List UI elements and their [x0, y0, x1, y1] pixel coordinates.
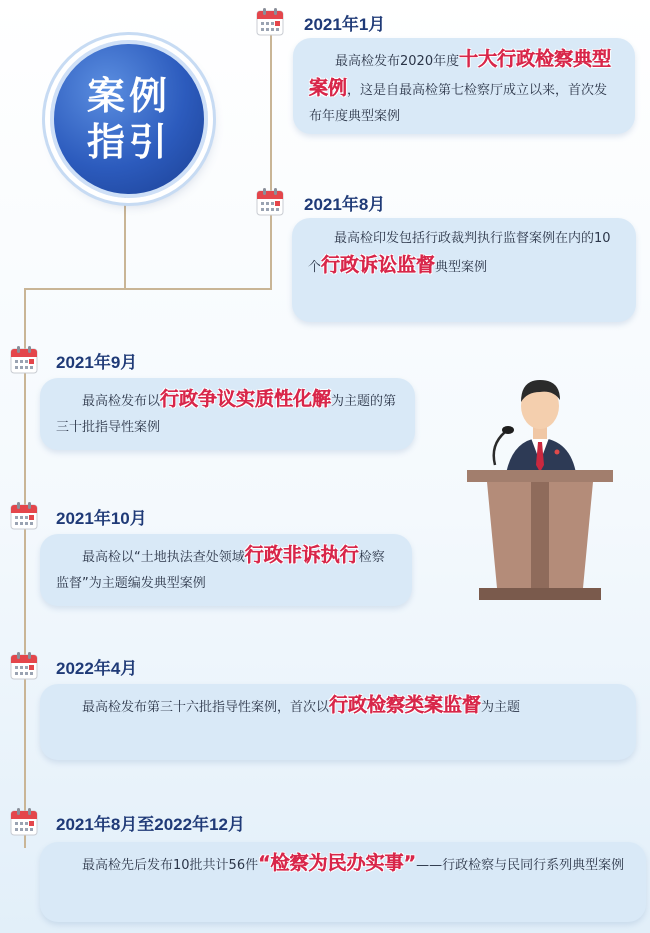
- calendar-icon: [256, 188, 284, 216]
- event-highlight: “检察为民办实事”: [258, 852, 417, 874]
- event-highlight: 行政诉讼监督: [321, 254, 436, 276]
- event-text: 典型案例: [435, 260, 488, 275]
- badge-line-1: 案例: [86, 74, 171, 118]
- speaker-podium-illustration: [465, 370, 615, 605]
- timeline-upper-line: [270, 25, 272, 290]
- event-card: [40, 534, 412, 606]
- event-date: 2021年9月: [56, 353, 138, 372]
- event-text: 最高检先后发布10批共计56件: [82, 858, 259, 873]
- event-text: 为主题的第三十批指导性案例: [56, 394, 397, 435]
- event-text: 最高检印发包括行政裁判执行监督案例在内的10个: [308, 231, 611, 275]
- event-text: 检察监督”为主题编发典型案例: [56, 550, 385, 591]
- event-text: 最高检发布2020年度: [335, 54, 460, 69]
- event-highlight: 行政争议实质性化解: [160, 388, 332, 410]
- event-card: [292, 218, 636, 322]
- calendar-icon: [10, 808, 38, 836]
- event-highlight: 十大行政检察典型案例: [309, 48, 612, 99]
- calendar-icon: [10, 652, 38, 680]
- timeline-horizontal-connector: [24, 288, 272, 290]
- event-date: 2021年8月至2022年12月: [56, 815, 246, 834]
- calendar-icon: [256, 8, 284, 36]
- event-text: 最高检以“土地执法查处领域: [82, 550, 245, 565]
- event-card: [40, 842, 646, 922]
- calendar-icon: [10, 502, 38, 530]
- event-card: [40, 684, 636, 760]
- event-date: 2021年8月: [304, 195, 386, 214]
- event-text: ，这是自最高检第七检察厅成立以来，首次发布年度典型案例: [309, 83, 608, 124]
- event-text: ——行政检察与民同行系列典型案例: [416, 858, 625, 873]
- event-highlight: 行政非诉执行: [244, 544, 359, 566]
- event-highlight: 行政检察类案监督: [329, 694, 482, 716]
- calendar-icon: [10, 346, 38, 374]
- event-card: [293, 38, 635, 134]
- badge-line-2: 指引: [86, 120, 171, 164]
- event-text: 为主题: [481, 700, 521, 715]
- case-guide-badge: [50, 40, 208, 198]
- timeline-badge-connector: [124, 190, 126, 290]
- event-date: 2021年1月: [304, 15, 386, 34]
- event-text: 最高检发布第三十六批指导性案例，首次以: [82, 700, 330, 715]
- event-date: 2021年10月: [56, 509, 147, 528]
- event-text: 最高检发布以: [82, 394, 161, 409]
- event-date: 2022年4月: [56, 659, 138, 678]
- event-card: [40, 378, 415, 450]
